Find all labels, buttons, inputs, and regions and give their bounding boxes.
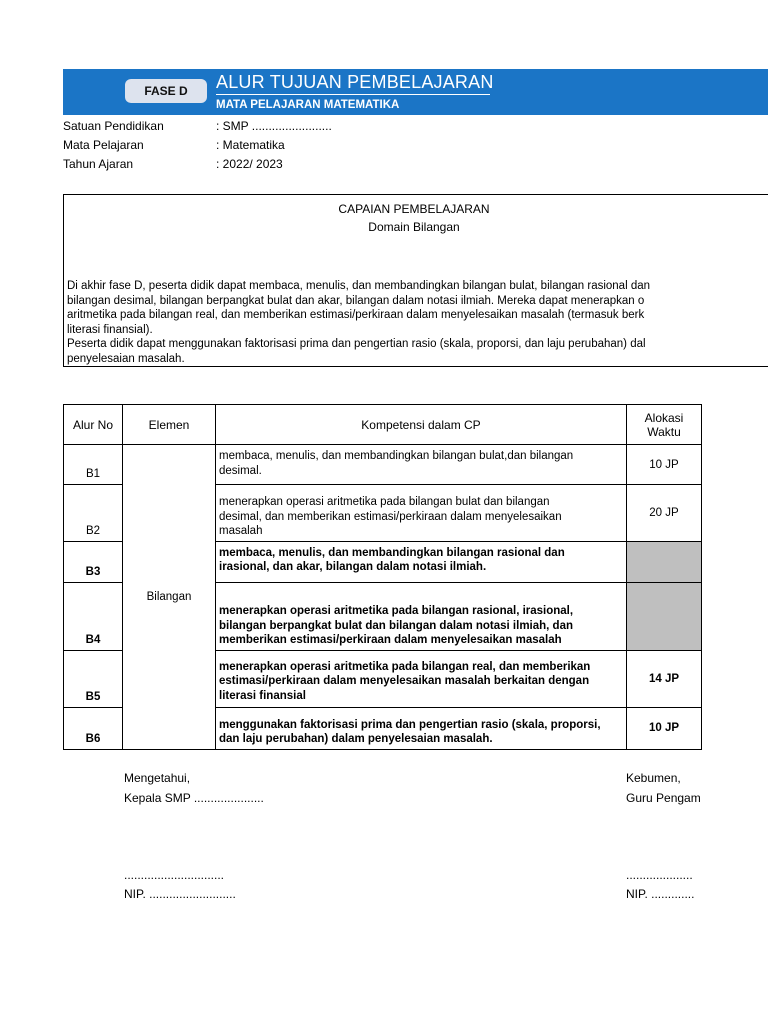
sig-left-mengetahui: Mengetahui,	[124, 771, 191, 785]
row-alokasi-empty	[627, 582, 702, 650]
cp-paragraph	[67, 279, 768, 367]
info-label-tahun: Tahun Ajaran	[63, 157, 134, 171]
cp-line: aritmetika pada bilangan real, dan memberikan estimasi/perkiraan dalam menyelesaikan masalah (termasuk berk	[67, 309, 645, 322]
header-alokasi-line2: Waktu	[647, 424, 681, 439]
cp-line: literasi finansial).	[67, 323, 153, 336]
info-label-satuan: Satuan Pendidikan	[63, 119, 164, 133]
row-alokasi: 10 JP	[627, 707, 702, 749]
row-no: B1	[64, 445, 123, 485]
row-no: B5	[64, 650, 123, 707]
info-label-mapel: Mata Pelajaran	[63, 138, 144, 152]
info-value-satuan: : SMP ........................	[216, 119, 332, 133]
title-underline	[216, 94, 490, 95]
kompetensi-line: membaca, menulis, dan membandingkan bilangan bulat,dan bilangan	[219, 450, 574, 462]
table-row	[64, 445, 702, 485]
header-alokasi	[627, 405, 702, 445]
kompetensi-line: literasi finansial	[219, 689, 306, 702]
sig-left-name: ..............................	[124, 868, 225, 882]
row-kompetensi	[216, 650, 627, 707]
row-no: B6	[64, 707, 123, 749]
table-header-row	[64, 405, 702, 445]
cp-box	[63, 194, 768, 367]
kompetensi-line: membaca, menulis, dan membandingkan bilangan rasional dan	[219, 546, 565, 559]
kompetensi-line: menerapkan operasi aritmetika pada bilangan bulat dan bilangan	[219, 496, 550, 508]
info-value-tahun: : 2022/ 2023	[216, 157, 283, 171]
cp-domain: Domain Bilangan	[368, 220, 460, 234]
fase-badge: FASE D	[125, 79, 207, 103]
row-kompetensi	[216, 707, 627, 749]
row-elemen: Bilangan	[123, 445, 216, 750]
kompetensi-line: masalah	[219, 525, 263, 538]
header-alur-no: Alur No	[64, 405, 123, 445]
header-elemen: Elemen	[123, 405, 216, 445]
row-kompetensi	[216, 445, 627, 485]
row-alokasi: 14 JP	[627, 650, 702, 707]
row-kompetensi	[216, 582, 627, 650]
kompetensi-line: desimal.	[219, 464, 262, 477]
row-no: B2	[64, 485, 123, 542]
kompetensi-line: memberikan estimasi/perkiraan dalam menyelesaikan masalah	[219, 634, 562, 647]
row-alokasi: 20 JP	[627, 485, 702, 542]
row-kompetensi	[216, 541, 627, 582]
cp-title: CAPAIAN PEMBELAJARAN	[338, 202, 490, 216]
info-value-mapel: : Matematika	[216, 138, 285, 152]
kompetensi-line: irasional, dan akar, bilangan dalam notasi ilmiah.	[219, 561, 487, 574]
row-alokasi-empty	[627, 541, 702, 582]
atp-table	[63, 404, 702, 750]
row-alokasi: 10 JP	[627, 445, 702, 485]
sig-right-nip: NIP. .............	[626, 887, 695, 901]
row-kompetensi	[216, 485, 627, 542]
kompetensi-line: menggunakan faktorisasi prima dan pengertian rasio (skala, proporsi,	[219, 718, 601, 731]
row-no: B3	[64, 541, 123, 582]
header-kompetensi: Kompetensi dalam CP	[216, 405, 627, 445]
cp-line: penyelesaian masalah.	[67, 352, 185, 365]
cp-line: Peserta didik dapat menggunakan faktorisasi prima dan pengertian rasio (skala, proporsi, dan laju perubahan) dal	[67, 338, 646, 351]
sig-right-place: Kebumen,	[626, 771, 681, 785]
header-alokasi-line1: Alokasi	[644, 410, 684, 425]
page-subtitle: MATA PELAJARAN MATEMATIKA	[216, 99, 400, 111]
kompetensi-line: desimal, dan memberikan estimasi/perkiraan dalam menyelesaikan	[219, 510, 562, 523]
cp-line: bilangan desimal, bilangan berpangkat bulat dan akar, bilangan dalam notasi ilmiah. Mereka dapat menerapkan o	[67, 294, 645, 307]
kompetensi-line: estimasi/perkiraan dalam menyelesaikan masalah berkaitan dengan	[219, 675, 590, 688]
kompetensi-line: bilangan berpangkat bulat dan bilangan dalam notasi ilmiah, dan	[219, 619, 573, 632]
cp-line: Di akhir fase D, peserta didik dapat membaca, menulis, dan membandingkan bilangan bulat, bilangan rasional dan	[67, 280, 651, 292]
page-title: ALUR TUJUAN PEMBELAJARAN	[216, 72, 494, 92]
kompetensi-line: menerapkan operasi aritmetika pada bilangan real, dan memberikan	[219, 660, 591, 673]
kompetensi-line: dan laju perubahan) dalam penyelesaian masalah.	[219, 733, 493, 746]
sig-left-kepala: Kepala SMP .....................	[124, 791, 264, 805]
kompetensi-line: menerapkan operasi aritmetika pada bilangan rasional, irasional,	[219, 605, 574, 617]
sig-right-name: ....................	[626, 868, 693, 882]
sig-left-nip: NIP. ..........................	[124, 887, 236, 901]
row-no: B4	[64, 582, 123, 650]
sig-right-guru: Guru Pengam	[626, 791, 701, 805]
